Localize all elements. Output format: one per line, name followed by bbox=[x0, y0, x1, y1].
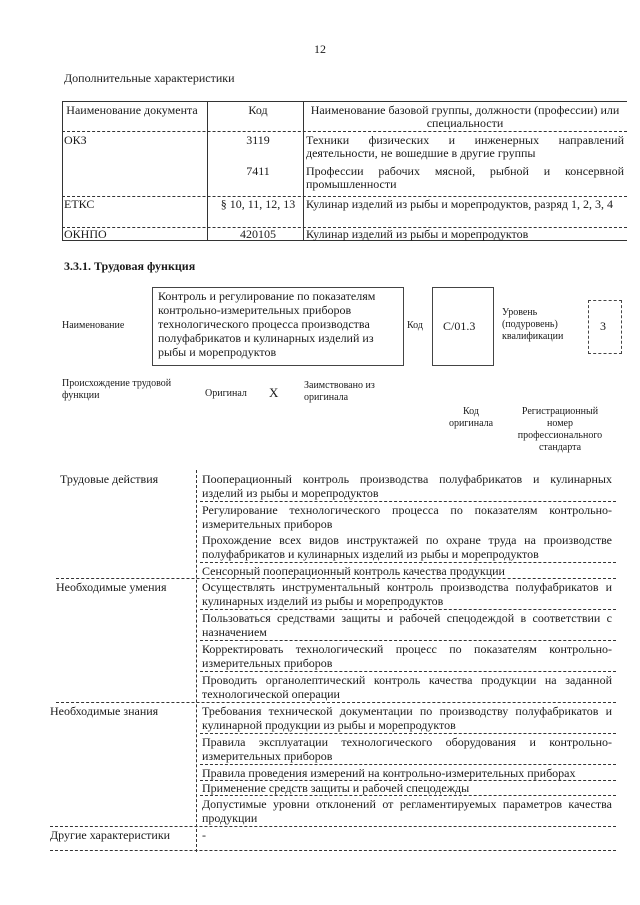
row-name: Профессии рабочих мясной, рыбной и консервной промышленности bbox=[306, 164, 624, 191]
level-label: Уровень (подуровень) квалификации bbox=[502, 307, 564, 342]
knowledge-item: Применение средств защиты и рабочей спецодежды bbox=[202, 781, 470, 795]
section-rule bbox=[56, 578, 616, 579]
function-name: Контроль и регулирование по показателям контрольно-измерительных приборов технологического процесса производства полуфабрикатов и кулинарных изделий из рыбы и морепродуктов bbox=[158, 289, 376, 359]
action-item: Пооперационный контроль производства полуфабрикатов и кулинарных изделий из рыбы и морепродуктов bbox=[202, 472, 612, 500]
row-code: 3119 bbox=[246, 133, 270, 147]
row-name: Кулинар изделий из рыбы и морепродуктов, разряд 1, 2, 3, 4 bbox=[306, 197, 613, 211]
row-rule bbox=[200, 609, 616, 610]
row-rule bbox=[200, 501, 616, 502]
other-label: Другие характеристики bbox=[50, 828, 171, 842]
row-name: Кулинар изделий из рыбы и морепродуктов bbox=[306, 227, 529, 241]
table-divider bbox=[207, 101, 208, 241]
knowledge-label: Необходимые знания bbox=[50, 704, 159, 718]
skill-item: Корректировать технологический процесс по показателям контрольно-измерительных приборов bbox=[202, 642, 612, 670]
action-item: Регулирование технологического процесса по показателям контрольно-измерительных приборов bbox=[202, 503, 612, 531]
section-rule bbox=[56, 702, 616, 703]
name-label: Наименование bbox=[62, 320, 125, 331]
row-doc: ЕТКС bbox=[64, 197, 95, 211]
row-code: § 10, 11, 12, 13 bbox=[220, 197, 296, 211]
header-name: Наименование базовой группы, должности (профессии) или специальности bbox=[310, 103, 620, 130]
section-rule bbox=[50, 850, 616, 851]
skill-item: Пользоваться средствами защиты и рабочей спецодеждой в соответствии с назначением bbox=[202, 611, 612, 639]
header-code: Код bbox=[248, 103, 268, 117]
section-rule bbox=[50, 826, 616, 827]
page-number: 12 bbox=[314, 42, 326, 56]
original-mark: X bbox=[269, 385, 279, 400]
table-border-left bbox=[62, 101, 63, 241]
row-doc: ОКНПО bbox=[64, 227, 107, 241]
classification-table bbox=[62, 101, 627, 241]
other-value: - bbox=[202, 828, 206, 842]
skill-item: Осуществлять инструментальный контроль производства полуфабрикатов и кулинарных изделий из рыбы и морепродуктов bbox=[202, 580, 612, 608]
row-code: 7411 bbox=[246, 164, 270, 178]
code-original-label: Код оригинала bbox=[448, 406, 494, 429]
code-value: C/01.3 bbox=[443, 319, 476, 333]
actions-label: Трудовые действия bbox=[60, 472, 159, 486]
code-label: Код bbox=[407, 320, 423, 331]
row-rule bbox=[200, 671, 616, 672]
action-item: Прохождение всех видов инструктажей по охране труда на производстве полуфабрикатов и кулинарных изделий из рыбы и морепродуктов bbox=[202, 533, 612, 561]
row-rule bbox=[200, 764, 616, 765]
row-name: Техники физических и инженерных направлений деятельности, не вошедшие в другие группы bbox=[306, 133, 624, 160]
row-rule bbox=[200, 640, 616, 641]
row-doc: ОКЗ bbox=[64, 133, 87, 147]
row-rule bbox=[200, 562, 616, 563]
header-document: Наименование документа bbox=[66, 103, 198, 117]
knowledge-item: Правила проведения измерений на контрольно-измерительных приборах bbox=[202, 766, 576, 780]
knowledge-item: Правила эксплуатации технологического оборудования и контрольно-измерительных приборов bbox=[202, 735, 612, 763]
origin-label: Происхождение трудовой функции bbox=[62, 378, 172, 401]
skills-label: Необходимые умения bbox=[56, 580, 167, 594]
table-header-rule bbox=[62, 131, 627, 132]
borrowed-label: Заимствовано из оригинала bbox=[304, 380, 375, 403]
table-border-top bbox=[62, 101, 627, 102]
action-item: Сенсорный пооперационный контроль качества продукции bbox=[202, 564, 505, 578]
original-label: Оригинал bbox=[205, 388, 247, 399]
skill-item: Проводить органолептический контроль качества продукции на заданной технологической операции bbox=[202, 673, 612, 701]
level-value: 3 bbox=[600, 319, 606, 333]
knowledge-item: Допустимые уровни отклонений от регламентируемых параметров качества продукции bbox=[202, 797, 612, 825]
function-heading: 3.3.1. Трудовая функция bbox=[64, 259, 196, 273]
section-title: Дополнительные характеристики bbox=[64, 71, 235, 85]
row-code: 420105 bbox=[240, 227, 276, 241]
reg-number-label: Регистрационный номер профессионального стандарта bbox=[517, 406, 603, 453]
row-rule bbox=[200, 795, 616, 796]
knowledge-item: Требования технической документации по производству полуфабрикатов и кулинарной продукции из рыбы и морепродуктов bbox=[202, 704, 612, 732]
section-divider bbox=[196, 470, 197, 852]
row-rule bbox=[200, 733, 616, 734]
